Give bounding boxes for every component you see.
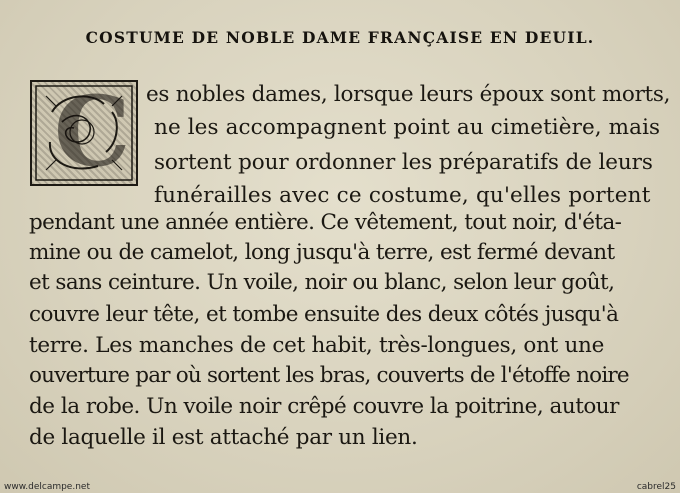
text-line: terre. Les manches de cet habit, très-longues, ont une [29, 333, 605, 358]
text-line: de laquelle il est attaché par un lien. [29, 425, 418, 450]
text-line: ouverture par où sortent les bras, couverts de l'étoffe noire [29, 363, 629, 388]
text-line: pendant une année entière. Ce vêtement, tout noir, d'éta- [29, 210, 622, 235]
page-title: COSTUME DE NOBLE DAME FRANÇAISE EN DEUIL. [85, 28, 595, 47]
text-line: es nobles dames, lorsque leurs époux sont morts, [146, 82, 671, 107]
text-line: couvre leur tête, et tombe ensuite des deux côtés jusqu'à [29, 302, 619, 327]
text-line: de la robe. Un voile noir crêpé couvre la poitrine, autour [29, 394, 619, 419]
watermark-seller: cabrel25 [636, 482, 676, 492]
text-line: sortent pour ordonner les préparatifs de leurs [154, 150, 653, 175]
text-line: ne les accompagnent point au cimetière, mais [154, 115, 661, 140]
ornamental-drop-cap [30, 75, 138, 188]
text-line: funérailles avec ce costume, qu'elles portent [154, 183, 651, 208]
text-line: et sans ceinture. Un voile, noir ou blanc, selon leur goût, [29, 270, 615, 295]
drop-cap-letter: C [54, 75, 131, 188]
watermark-site: www.delcampe.net [4, 482, 90, 492]
text-line: mine ou de camelot, long jusqu'à terre, est fermé devant [29, 240, 615, 265]
